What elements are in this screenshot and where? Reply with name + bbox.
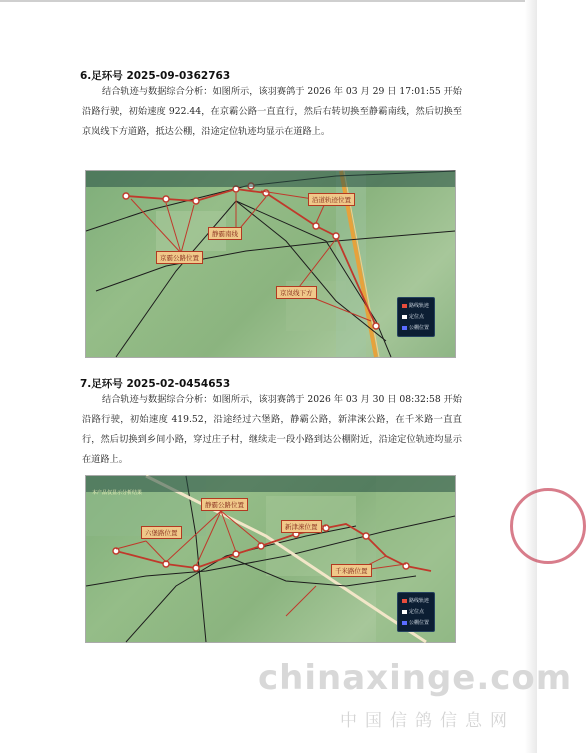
map-7-callout-2: 静霸公路位置 bbox=[201, 498, 248, 511]
section-6-paragraph: 结合轨迹与数据综合分析：如图所示，该羽赛鸽于 2026 年 03 月 29 日 17:01:55 开始沿路行驶，初始速度 922.44，在京霸公路一直直行，然后右转切换至静霸南线，然后切换至京岚线下方道路，抵达公棚，沿途定位轨迹均显示在道路上。 bbox=[82, 86, 462, 137]
legend-item bbox=[402, 619, 429, 626]
watermark-domain: chinaxinge.com bbox=[258, 658, 573, 698]
legend-item bbox=[402, 313, 424, 320]
page-right-shadow bbox=[525, 0, 537, 753]
legend-swatch bbox=[402, 610, 407, 614]
map-6-callout-3: 京霸公路位置 bbox=[156, 251, 203, 264]
legend-swatch bbox=[402, 304, 407, 308]
map-7-legend bbox=[397, 592, 435, 632]
page-top-edge bbox=[0, 0, 537, 2]
section-7-paragraph: 结合轨迹与数据综合分析：如图所示，该羽赛鸽于 2026 年 03 月 30 日 08:32:58 开始沿路行驶，初始速度 419.52，沿途经过六堡路，静霸公路，新津淶公路，在千米路一直直行，然后切换到乡间小路，穿过庄子村，继续走一段小路到达公棚附近，沿途定位轨迹均显示在道路上。 bbox=[82, 394, 462, 465]
map-7-callout-1: 六堡路位置 bbox=[141, 526, 182, 539]
section-6-title: 6.足环号 2025-09-0362763 bbox=[80, 70, 231, 82]
legend-label: 定位点 bbox=[409, 314, 425, 320]
legend-item bbox=[402, 324, 429, 331]
section-7-map bbox=[85, 475, 456, 643]
legend-label: 公棚位置 bbox=[409, 620, 430, 626]
legend-item bbox=[402, 302, 429, 309]
map-6-header bbox=[86, 171, 455, 187]
map-7-subtitle: 本产品仅显示分析结果 bbox=[92, 490, 143, 496]
section-6-map bbox=[85, 170, 456, 358]
map-6-legend bbox=[397, 297, 435, 337]
legend-swatch bbox=[402, 326, 407, 330]
legend-label: 定位点 bbox=[409, 609, 425, 615]
watermark-site-name: 中国信鸽信息网 bbox=[340, 711, 515, 731]
section-7-title: 7.足环号 2025-02-0454653 bbox=[80, 378, 231, 390]
legend-label: 公棚位置 bbox=[409, 325, 430, 331]
legend-swatch bbox=[402, 599, 407, 603]
red-seal-stamp bbox=[510, 488, 586, 564]
legend-swatch bbox=[402, 315, 407, 319]
map-6-callout-2: 静霸南线 bbox=[208, 227, 242, 240]
legend-item bbox=[402, 597, 429, 604]
legend-item bbox=[402, 608, 424, 615]
legend-swatch bbox=[402, 621, 407, 625]
map-7-callout-3: 新津淶位置 bbox=[281, 520, 322, 533]
legend-label: 路线轨迹 bbox=[409, 303, 430, 309]
map-7-callout-4: 千米路位置 bbox=[331, 564, 372, 577]
map-6-callout-1: 沿道轨迹位置 bbox=[308, 193, 355, 206]
map-6-callout-4: 京岚线下方 bbox=[276, 286, 317, 299]
legend-label: 路线轨迹 bbox=[409, 598, 430, 604]
